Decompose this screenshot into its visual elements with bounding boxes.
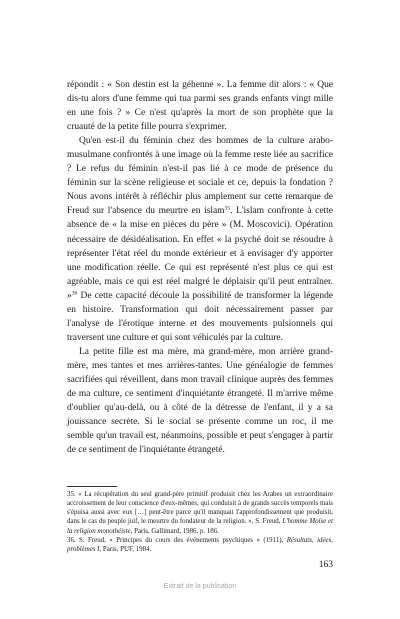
footnote-36 bbox=[67, 536, 333, 554]
footnote-36-title: Résultats, idées, problèmes I bbox=[67, 536, 333, 553]
footnote-ref-36: 36 bbox=[71, 290, 78, 297]
footnote-separator bbox=[67, 486, 117, 487]
paragraph-1: répondit : « Son destin est la géhenne ». La femme dit alors : « Que dis-tu alors d'une femme qui tua parmi ses grands enfants vingt mille en une fois ? » Ce n'est qu'après la mort de son prophète que la cruauté de la petite fille pourra s'exprimer. bbox=[67, 80, 333, 133]
footnote-36-text-a: 36. S. Freud, « Principes du cours des événements psychiques » (1911), bbox=[67, 536, 287, 544]
paragraph-2-part-1: Qu'en est-il du féminin chez des hommes de la culture arabo-musulmane confrontés à une image où la femme reste liée au sacrifice ? Le refus du féminin n'est-il pas lié à ce mode de présence du féminin sur la scène religieuse et sociale et ce, depuis la fondation ? Nous avons intérêt à réfléchir plus amplement sur cette remarque de Freud sur l'absence du meurtre en islam bbox=[67, 136, 333, 217]
footnote-35-text-b: , Paris, Gallimard, 1986, p. 186. bbox=[130, 527, 219, 535]
footnote-36-text-b: , Paris, PUF, 1984. bbox=[99, 545, 152, 553]
footnote-35 bbox=[67, 490, 333, 536]
body-text bbox=[67, 78, 333, 457]
paragraph-2 bbox=[67, 134, 333, 345]
paragraph-3: La petite fille est ma mère, ma grand-mère, mon arrière grand-mère, mes tantes et mes arrières-tantes. Une généalogie de femmes sacrifiées qui réveillent, dans mon travail clinique auprès des femmes de ma culture, ce sentiment d'inquiétante étrangeté. Il m'arrive même d'oublier qu'au-delà, ou à côté de la détresse de l'enfant, il y a sa jouissance secrète. Si le social se présente comme un roc, il me semble qu'un travail est, néanmoins, possible et peut s'engager à partir de ce sentiment de l'inquiétante étrangeté. bbox=[67, 346, 333, 456]
footnote-35-text-a: 35. « La récupération du seul grand-père primitif produisit chez les Arabes un extraordinaire accroissement de leur conscience d'eux-mêmes, qui conduisit à de grands succès temporels mais s'épuisa aussi avec eux […] peut-être parce qu'il manquait l'approfondissement que produisit, dans le cas du peuple juif, le meurtre du fondateur de la religion. », S. Freud, bbox=[67, 491, 333, 526]
footnote-ref-35: 35 bbox=[224, 205, 231, 212]
page-number: 163 bbox=[318, 560, 333, 570]
footnotes bbox=[67, 490, 333, 554]
paragraph-2-part-3: De cette capacité découle la possibilité de transformer la légende en histoire. Transformation qui doit nécessairement passer par l'analyse de l'érotique interne et des mouvements pulsionnels qui traversent une culture et qui sont véhiculés par la culture. bbox=[67, 290, 333, 343]
publication-watermark: Extrait de la publication bbox=[163, 583, 237, 590]
footnote-35-title: L'homme Moïse et la religion monothéiste bbox=[67, 518, 334, 535]
paragraph-2-part-2: . L'islam confronte à cette absence de « la mise en pièces du père » (M. Moscovici). Opération nécessaire de désidéalisation. En effet « la psyché doit se résoudre à représenter l'état réel du monde extérieur et à envisager d'y apporter une modification réelle. Ce qui est représenté n'est plus ce qui est agréable, mais ce qui est réel malgré le déplaisir qu'il peut entraîner. » bbox=[67, 206, 333, 301]
